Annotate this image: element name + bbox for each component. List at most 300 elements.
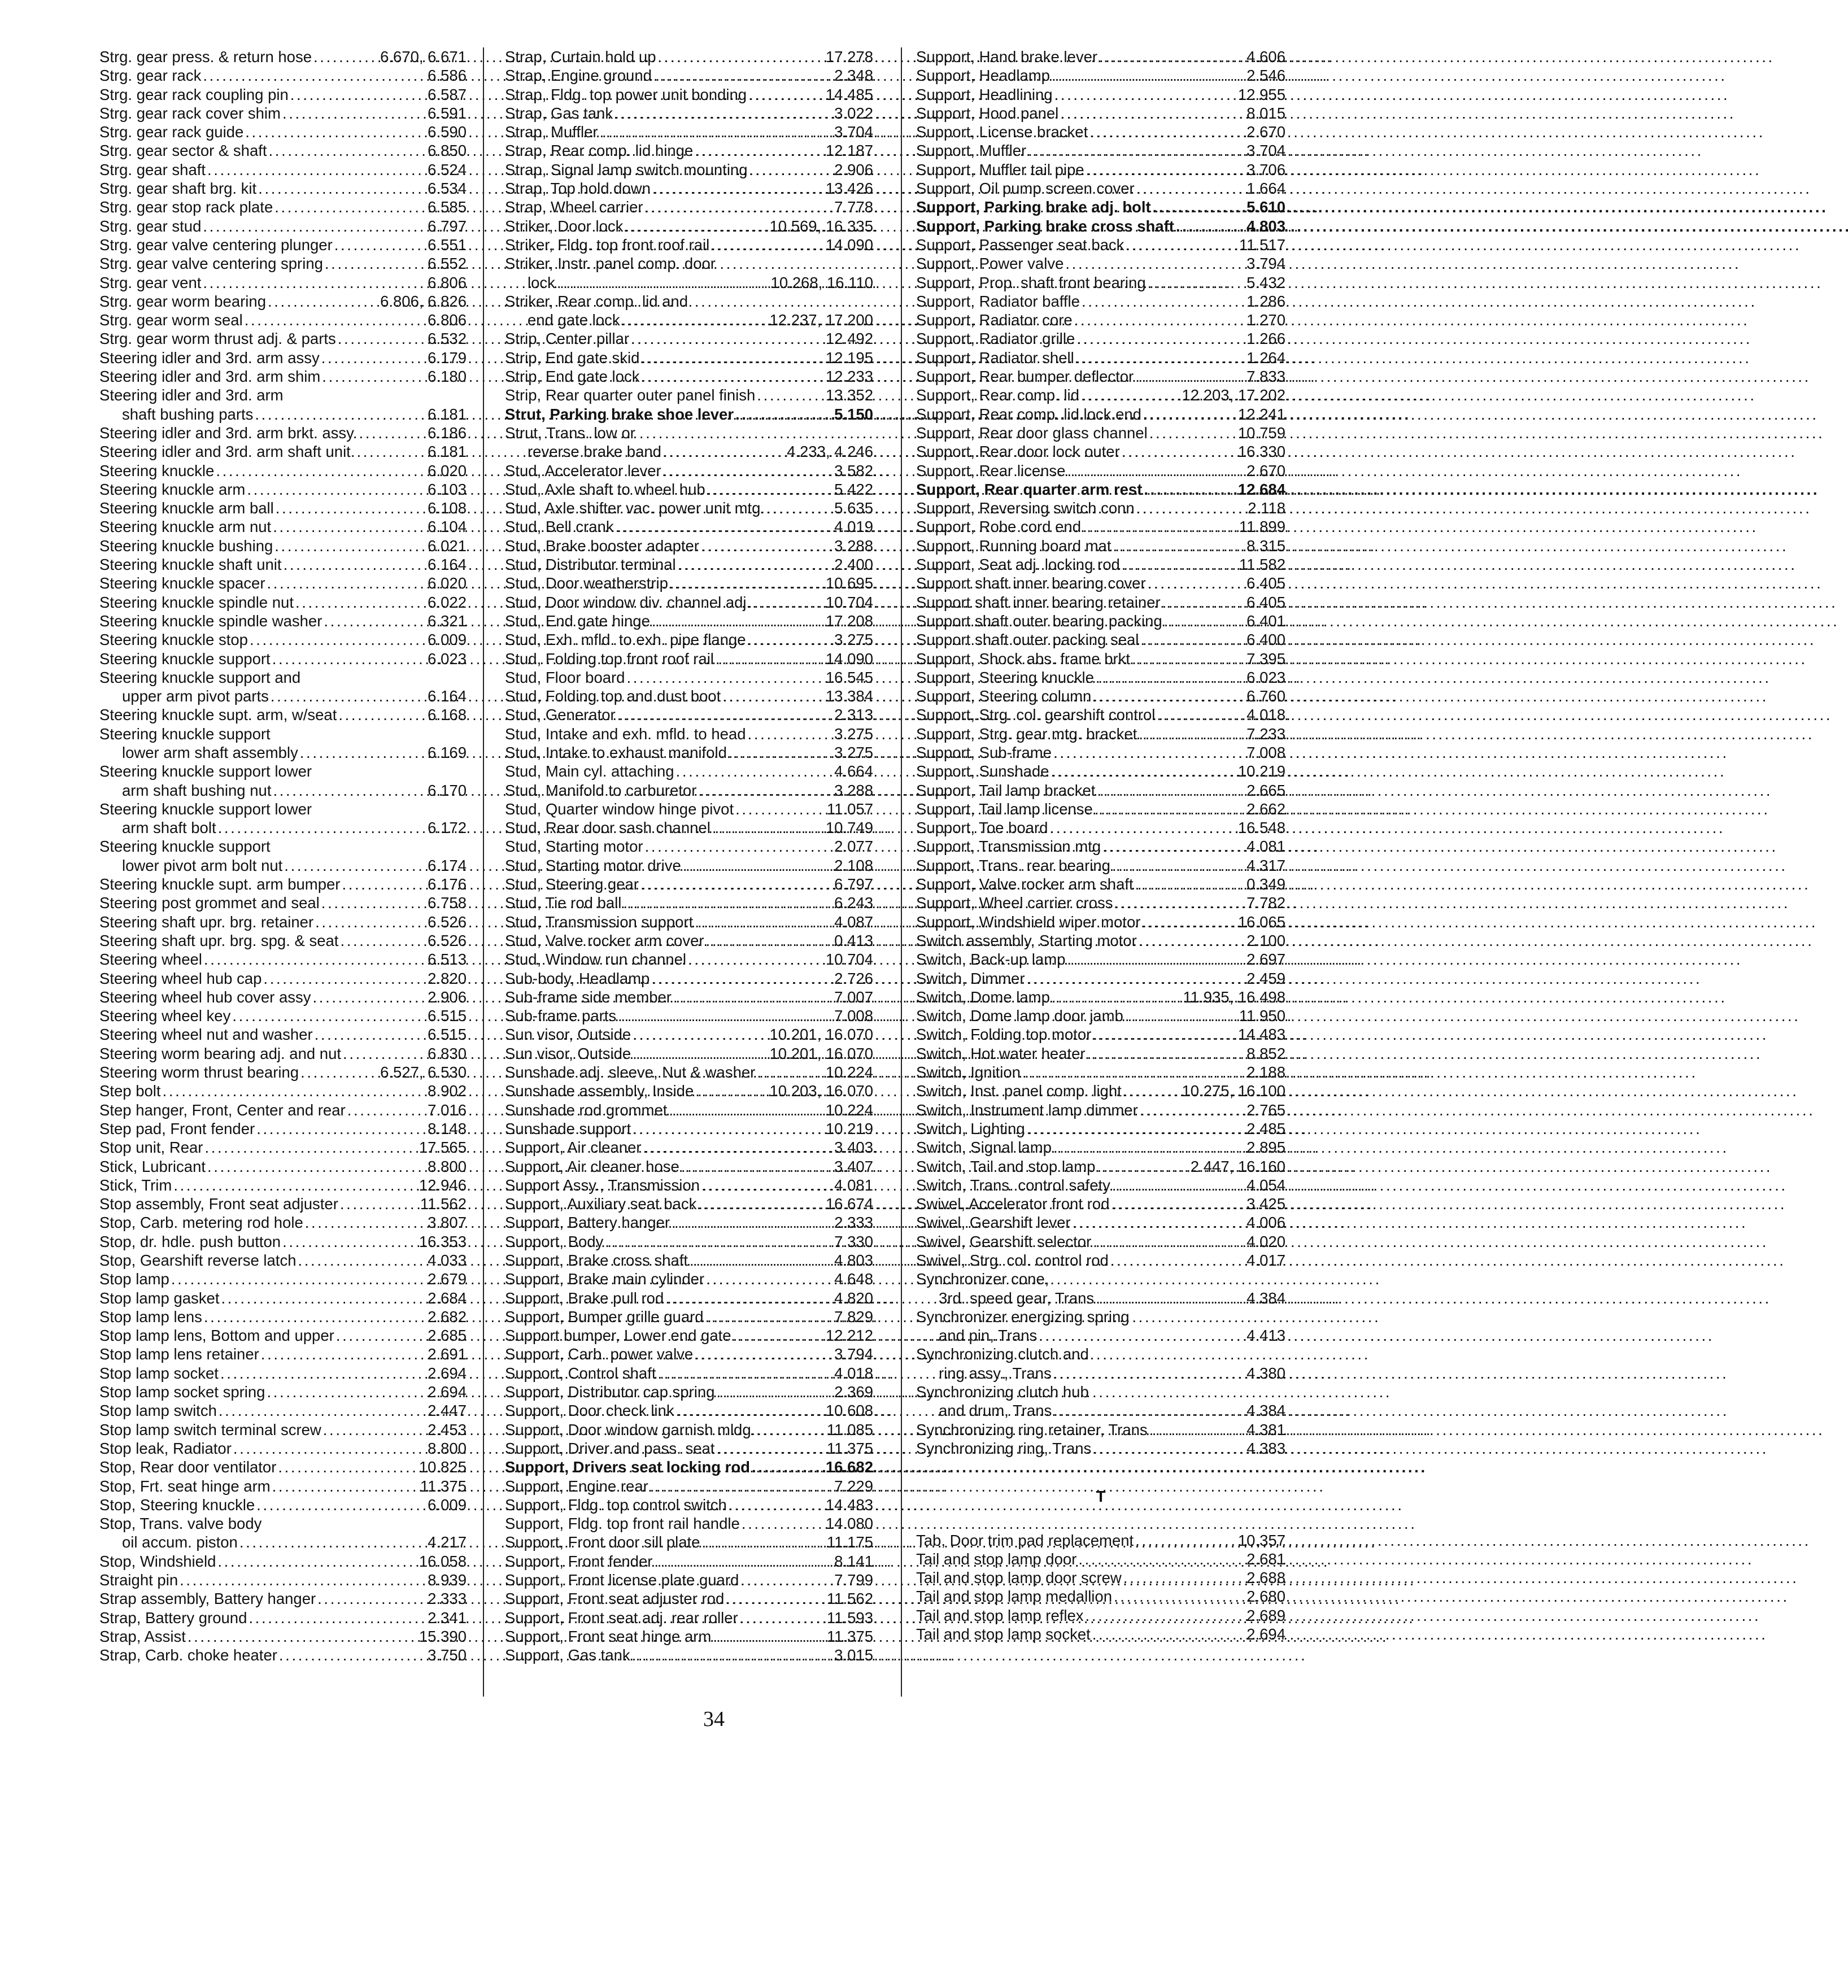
index-entry-text: Steering wheel hub cover assy: [99, 988, 311, 1006]
index-entry: [99, 123, 467, 141]
dot-leader: [256, 1496, 426, 1514]
index-entry-text: Strap, Rear comp. lid hinge: [505, 142, 694, 160]
index-entry: [505, 1646, 873, 1664]
dot-leader: [622, 311, 768, 329]
dot-leader: [748, 630, 833, 649]
dot-leader: [276, 499, 426, 517]
dot-leader: [641, 348, 823, 367]
index-entry-page: 16.548: [1237, 819, 1285, 837]
dot-leader: [651, 969, 833, 988]
index-entry-text: Stud, Manifold to carburetor: [505, 781, 697, 799]
index-entry: [916, 1101, 1285, 1119]
dot-leader: [334, 236, 426, 254]
index-entry: [99, 931, 467, 950]
dot-leader: [180, 1571, 426, 1589]
index-entry-text: Support, Radiator grille: [916, 330, 1075, 348]
index-entry-text: Switch, Dome lamp door jamb: [916, 1007, 1123, 1025]
dot-leader: [1089, 123, 1245, 141]
index-entry-page: 7.778: [834, 198, 873, 216]
dot-leader: [658, 47, 824, 66]
index-entry: [916, 1439, 1285, 1458]
dot-leader: [625, 217, 768, 236]
index-entry-text: Support, Engine rear: [505, 1477, 648, 1495]
dot-leader: [698, 1194, 824, 1213]
dot-leader: [1096, 1289, 1245, 1307]
index-entry: [916, 762, 1285, 781]
index-entry-page: 4.018: [1246, 706, 1285, 724]
dot-leader: [752, 593, 824, 612]
index-entry-page: 3.750: [428, 1646, 467, 1664]
index-entry-page: 10.704: [825, 951, 873, 969]
index-entry-page: 7.782: [1246, 894, 1285, 912]
index-entry-text: Support Assy., Transmission: [505, 1176, 700, 1194]
index-entry: [916, 837, 1285, 856]
index-entry-text: Switch, Dimmer: [916, 969, 1025, 987]
index-entry-text: Strg. gear stud: [99, 217, 202, 235]
index-entry-page: 6.401: [1246, 612, 1285, 630]
index-entry-text: Strip, End gate skid: [505, 348, 640, 367]
index-entry-page: 17.565: [419, 1139, 467, 1157]
dot-leader: [1086, 1606, 1245, 1625]
index-entry-text: Strg. gear worm bearing: [99, 292, 266, 310]
index-entry-text: Stop lamp lens, Bottom and upper: [99, 1327, 334, 1345]
index-entry: [916, 386, 1285, 404]
index-entry-page: 6.180: [428, 368, 467, 386]
index-entry-text: Stop, Rear door ventilator: [99, 1458, 277, 1476]
index-entry-page: 2.694: [428, 1383, 467, 1401]
index-entry-page: 6.023: [1246, 668, 1285, 686]
dot-leader: [640, 875, 833, 893]
dot-leader: [1067, 950, 1245, 969]
index-entry: [916, 574, 1285, 592]
index-entry: [505, 705, 873, 724]
index-entry-page: 2.348: [834, 67, 873, 85]
index-entry-page: 2.118: [1248, 499, 1285, 517]
index-entry-text: Support, Wheel carrier cross: [916, 894, 1113, 912]
index-entry-page: 2.665: [1246, 781, 1285, 799]
index-entry: [505, 1251, 873, 1270]
index-entry-text: Support, Toe board: [916, 819, 1048, 837]
index-entry: [505, 837, 873, 856]
index-entry-text: Tab, Door trim pad replacement: [916, 1531, 1134, 1549]
index-entry: [505, 649, 873, 668]
index-entry-page: 4.081: [834, 1176, 873, 1194]
index-entry: [916, 988, 1285, 1006]
index-entry-page: 6.186: [428, 424, 467, 442]
index-entry: [505, 329, 873, 348]
index-entry-text: ring assy., Trans: [939, 1364, 1052, 1382]
index-entry-text: Stop lamp: [99, 1270, 169, 1288]
index-entry-text: Support, Front door sill plate: [505, 1533, 700, 1551]
dot-leader: [269, 141, 426, 160]
index-entry-page: 2.546: [1246, 67, 1285, 85]
index-entry-text: Support bumper, Lower end gate: [505, 1327, 731, 1345]
index-entry-page: 7.395: [1246, 649, 1285, 668]
index-entry: [99, 367, 467, 386]
dot-leader: [300, 743, 426, 762]
index-entry: [99, 179, 467, 198]
dot-leader: [713, 1627, 825, 1646]
index-entry: [916, 198, 1285, 216]
dot-leader: [245, 311, 426, 329]
dot-leader: [1144, 480, 1236, 499]
index-entry-page: 6.400: [1246, 631, 1285, 649]
index-entry-page: 7.233: [1246, 725, 1285, 743]
index-entry: [99, 141, 467, 160]
index-entry-page: 7.007: [834, 988, 873, 1006]
index-entry-page: 10.201, 16.070: [769, 1044, 873, 1062]
index-entry-text: Stud, Folding top and dust boot: [505, 687, 721, 705]
dot-leader: [272, 1477, 419, 1496]
dot-leader: [1053, 1138, 1245, 1157]
index-entry: [916, 367, 1285, 386]
index-entry-text: Switch, Trans. control safety: [916, 1176, 1110, 1194]
dot-leader: [1114, 1587, 1245, 1606]
index-entry-text: Support, Body: [505, 1232, 604, 1250]
index-entry-text: Stop, Windshield: [99, 1552, 216, 1570]
index-entry-text: Steering idler and 3rd. arm brkt. assy.: [99, 424, 358, 442]
dot-leader: [1053, 1364, 1245, 1383]
index-entry: [99, 461, 467, 480]
index-entry-page: 2.447: [428, 1402, 467, 1420]
index-entry-text: Strap, Assist: [99, 1627, 186, 1645]
index-entry-text: Support, Tail lamp license: [916, 800, 1093, 818]
index-entry-text: Steering knuckle arm nut: [99, 518, 272, 536]
index-entry-text: Support, Rear quarter arm rest: [916, 480, 1143, 498]
index-entry: [505, 1063, 873, 1082]
index-entry-page: 8.939: [428, 1571, 467, 1589]
index-entry-text: Support, Battery hanger: [505, 1214, 670, 1232]
index-entry-text: Switch, Hot water heater: [916, 1044, 1086, 1062]
dot-leader: [343, 1044, 426, 1063]
dot-leader: [1139, 931, 1245, 950]
index-entry-page: 6.169: [428, 743, 467, 761]
index-entry-text: Swivel, Accelerator front rod: [916, 1195, 1110, 1213]
index-entry-page: 16.682: [825, 1458, 873, 1476]
index-entry: [505, 1401, 873, 1420]
dot-leader: [673, 988, 833, 1006]
index-entry: [916, 1232, 1285, 1251]
index-entry: [505, 461, 873, 480]
dot-leader: [1096, 668, 1245, 687]
index-entry-text: Support, Brake cross shaft: [505, 1252, 688, 1269]
index-entry-heading: Steering knuckle support: [99, 725, 271, 743]
index-entry: [505, 1270, 873, 1288]
index-entry-page: 3.015: [834, 1646, 873, 1664]
dot-leader: [678, 555, 833, 574]
index-entry: [916, 1568, 1285, 1587]
index-entry: [99, 1364, 467, 1383]
index-entry: [99, 969, 467, 988]
index-entry-text: Strg. gear stop rack plate: [99, 198, 273, 216]
index-entry: [916, 856, 1285, 875]
column-divider: [483, 47, 484, 1697]
index-entry: [505, 1420, 873, 1439]
index-entry-page: 2.313: [834, 706, 873, 724]
index-entry-text: Stick, Trim: [99, 1176, 172, 1194]
index-entry-text: Strg. gear rack guide: [99, 123, 244, 141]
index-entry: [99, 1119, 467, 1138]
index-entry-text: Striker, Fldg. top front roof rail: [505, 236, 710, 254]
column-divider: [901, 47, 902, 1697]
index-entry-page: 10.224: [825, 1063, 873, 1082]
dot-leader: [233, 1439, 426, 1458]
index-entry-text: arm shaft bolt: [122, 819, 216, 837]
index-entry-page: 7.829: [834, 1307, 873, 1326]
dot-leader: [600, 123, 833, 141]
index-entry-text: Steering knuckle support: [99, 649, 271, 668]
index-entry-text: Support shaft inner bearing retainer: [916, 593, 1161, 611]
index-entry-text: Steering shaft upr. brg. spg. & seat: [99, 931, 339, 949]
dot-leader: [669, 1101, 823, 1119]
index-entry-page: 6.023: [428, 649, 467, 668]
index-entry-page: 3.807: [428, 1214, 467, 1232]
index-entry-page: 3.706: [1246, 160, 1285, 178]
index-entry: [505, 574, 873, 592]
index-entry-text: Support, Brake main cylinder: [505, 1270, 705, 1288]
index-entry-page: 13.426: [825, 180, 873, 198]
index-entry-text: Support, License bracket: [916, 123, 1088, 141]
index-entry: [916, 1625, 1285, 1643]
dot-leader: [204, 950, 426, 969]
index-entry-text: Swivel, Strg. col. control rod: [916, 1252, 1109, 1269]
index-entry-text: Steering worm bearing adj. and nut: [99, 1044, 342, 1062]
dot-leader: [705, 1307, 833, 1326]
index-entry: [99, 104, 467, 123]
index-entry-page: 2.684: [428, 1289, 467, 1307]
dot-leader: [683, 856, 833, 875]
index-entry: [505, 1364, 873, 1383]
index-entry-text: Stud, Valve rocker arm cover: [505, 931, 704, 949]
index-entry-page: 4.317: [1246, 856, 1285, 874]
index-entry-text: lower pivot arm bolt nut: [122, 856, 283, 874]
dot-leader: [735, 405, 833, 424]
dot-leader: [268, 292, 378, 311]
dot-leader: [1053, 743, 1245, 762]
index-entry-text: Stud, Intake and exh. mfld. to head: [505, 725, 746, 743]
index-entry-page: 6.587: [428, 85, 467, 103]
index-entry-text: Support, Strg. col. gearshift control: [916, 706, 1156, 724]
index-entry-page: 3.794: [834, 1345, 873, 1363]
index-entry-text: Strip, Rear quarter outer panel finish: [505, 386, 756, 404]
dot-leader: [207, 1157, 426, 1176]
index-entry-text: Support, Shock abs. frame brkt: [916, 649, 1131, 668]
dot-leader: [618, 1006, 833, 1025]
index-entry-page: 16.674: [825, 1195, 873, 1213]
index-entry-page: 4.820: [834, 1289, 873, 1307]
dot-leader: [204, 1138, 417, 1157]
index-entry: [916, 1420, 1285, 1439]
dot-leader: [652, 179, 824, 198]
index-entry: [916, 517, 1285, 536]
dot-leader: [1123, 1082, 1180, 1100]
dot-leader: [663, 442, 785, 461]
dot-leader: [1122, 555, 1237, 574]
index-entry: [505, 1552, 873, 1571]
dot-leader: [1052, 988, 1182, 1006]
index-entry: [505, 781, 873, 800]
index-entry-page: 6.021: [428, 537, 467, 555]
dot-leader: [203, 217, 426, 236]
index-entry-page: 4.648: [834, 1270, 873, 1288]
dot-leader: [217, 1552, 417, 1571]
index-entry-text: Switch, Instrument lamp dimmer: [916, 1101, 1138, 1119]
index-entry: [916, 1082, 1285, 1100]
index-entry-page: 12.684: [1237, 480, 1285, 498]
index-entry-text: Stud, Axle shaft to wheel hub: [505, 480, 705, 498]
index-entry-text: Support, Front seat adjuster rod: [505, 1590, 725, 1608]
index-entry-text: Steering worm thrust bearing: [99, 1063, 299, 1082]
index-entry-page: 6.009: [428, 1496, 467, 1514]
index-entry: [916, 461, 1285, 480]
index-entry-page: 2.685: [428, 1327, 467, 1345]
dot-leader: [1086, 160, 1245, 179]
dot-leader: [748, 725, 833, 743]
index-entry: [505, 499, 873, 517]
index-entry-text: Stud, Quarter window hinge pivot: [505, 800, 734, 818]
index-entry: [916, 1213, 1285, 1232]
index-entry-text: Sunshade rod grommet: [505, 1101, 668, 1119]
index-entry-text: Support, Muffler tail pipe: [916, 160, 1084, 178]
index-entry: [505, 969, 873, 988]
index-entry-text: Support, Passenger seat back: [916, 236, 1125, 254]
index-entry-page: 13.352: [825, 386, 873, 404]
dot-leader: [1027, 969, 1245, 988]
index-entry: [505, 480, 873, 499]
index-entry-page: 3.275: [834, 725, 873, 743]
index-entry: [505, 1345, 873, 1363]
index-entry-page: 10.219: [825, 1119, 873, 1137]
dot-leader: [645, 837, 833, 856]
index-entry: [99, 1627, 467, 1646]
index-entry: [916, 160, 1285, 179]
index-entry-text: Stud, Door weatherstrip: [505, 574, 668, 592]
index-entry-text: Stop, Gearshift reverse latch: [99, 1252, 297, 1269]
index-entry-page: 6.181: [428, 405, 467, 423]
index-entry: [916, 311, 1285, 329]
index-entry: [916, 1119, 1285, 1138]
index-entry: [916, 781, 1285, 800]
index-entry-page: 3.425: [1246, 1195, 1285, 1213]
index-entry: [916, 1606, 1285, 1625]
dot-leader: [322, 367, 426, 386]
index-entry-heading: Synchronizing clutch hub: [916, 1383, 1089, 1401]
dot-leader: [325, 254, 426, 273]
index-entry: [505, 236, 873, 254]
dot-leader: [313, 988, 426, 1006]
index-entry: [99, 593, 467, 612]
index-entry-text: Support, Strg. gear mtg. bracket: [916, 725, 1137, 743]
index-entry-page: 10.275, 16.100: [1182, 1082, 1285, 1100]
index-entry-page: 4.054: [1246, 1176, 1285, 1194]
index-entry-text: Support, Running board mat: [916, 537, 1112, 555]
index-entry: [505, 1608, 873, 1627]
index-entry-page: 4.019: [834, 518, 873, 536]
index-entry: [916, 649, 1285, 668]
index-entry-text: Steering knuckle shaft unit: [99, 556, 282, 574]
index-entry: [99, 687, 467, 705]
index-entry: [505, 311, 873, 329]
dot-leader: [616, 517, 833, 536]
dot-leader: [1073, 1213, 1245, 1232]
index-entry: [99, 856, 467, 875]
index-entry: [99, 499, 467, 517]
index-entry-text: Strip, Center pillar: [505, 330, 630, 348]
index-entry-page: 14.080: [825, 1515, 873, 1533]
index-entry: [505, 537, 873, 555]
index-entry-text: Strg. gear rack cover shim: [99, 104, 281, 122]
index-entry-page: 10.201, 16.070: [769, 1026, 873, 1044]
index-entry: [505, 123, 873, 141]
index-entry-text: Support, Fldg. top front rail handle: [505, 1515, 740, 1533]
index-entry: [505, 555, 873, 574]
dot-leader: [258, 179, 426, 198]
index-entry: [99, 1345, 467, 1363]
index-column-3: [916, 47, 1285, 1643]
index-entry-page: 3.704: [834, 123, 873, 141]
dot-leader: [729, 743, 833, 762]
dot-leader: [1140, 1101, 1245, 1119]
dot-leader: [1052, 66, 1245, 85]
index-entry: [99, 348, 467, 367]
index-entry: [99, 1082, 467, 1100]
dot-leader: [1110, 1251, 1245, 1270]
index-entry: [99, 1157, 467, 1176]
index-entry-text: Support, Air cleaner hose: [505, 1157, 679, 1175]
index-entry-page: 6.526: [428, 931, 467, 949]
index-entry: [505, 668, 873, 687]
index-entry-page: 2.688: [1246, 1569, 1285, 1587]
index-entry-text: Support, Auxiliary seat back: [505, 1195, 697, 1213]
dot-leader: [701, 1533, 825, 1551]
dot-leader: [1135, 875, 1245, 893]
index-entry-page: 2.485: [1246, 1119, 1285, 1137]
index-entry: [505, 85, 873, 104]
index-entry-page: 8.800: [428, 1439, 467, 1457]
dot-leader: [274, 537, 426, 555]
index-entry: [916, 1138, 1285, 1157]
index-entry-text: Support, Rear comp. lid: [916, 386, 1079, 404]
index-entry-text: Support, Reversing switch conn: [916, 499, 1135, 517]
index-entry-page: 2.697: [1246, 951, 1285, 969]
index-entry: [99, 555, 467, 574]
dot-leader: [272, 649, 426, 668]
index-entry-page: 6.022: [428, 593, 467, 611]
index-entry-page: 3.582: [834, 461, 873, 479]
index-entry: [99, 1176, 467, 1194]
index-entry-page: 7.008: [834, 1007, 873, 1025]
index-entry-page: 6.534: [428, 180, 467, 198]
dot-leader: [605, 1232, 833, 1251]
index-entry-text: Steering knuckle arm: [99, 480, 246, 498]
index-entry-text: Support, Rear door glass channel: [916, 424, 1148, 442]
index-entry: [916, 950, 1285, 969]
index-entry-text: Straight pin: [99, 1571, 178, 1589]
index-entry-page: 3.704: [1246, 142, 1285, 160]
index-entry: [916, 1063, 1285, 1082]
index-entry-page: 4.384: [1246, 1289, 1285, 1307]
index-entry-text: Support, Oil pump screen cover: [916, 180, 1135, 198]
dot-leader: [1039, 1326, 1245, 1345]
index-entry-text: Stud, Steering gear: [505, 875, 639, 893]
index-entry-page: 10.608: [825, 1402, 873, 1420]
dot-leader: [645, 198, 833, 216]
index-entry-page: 12.203, 17.202: [1182, 386, 1285, 404]
index-entry-page: 5.610: [1246, 198, 1285, 216]
index-entry-text: Strg. gear rack coupling pin: [99, 85, 289, 103]
index-entry-page: 17.278: [825, 48, 873, 66]
index-entry-page: 2.108: [834, 856, 873, 874]
